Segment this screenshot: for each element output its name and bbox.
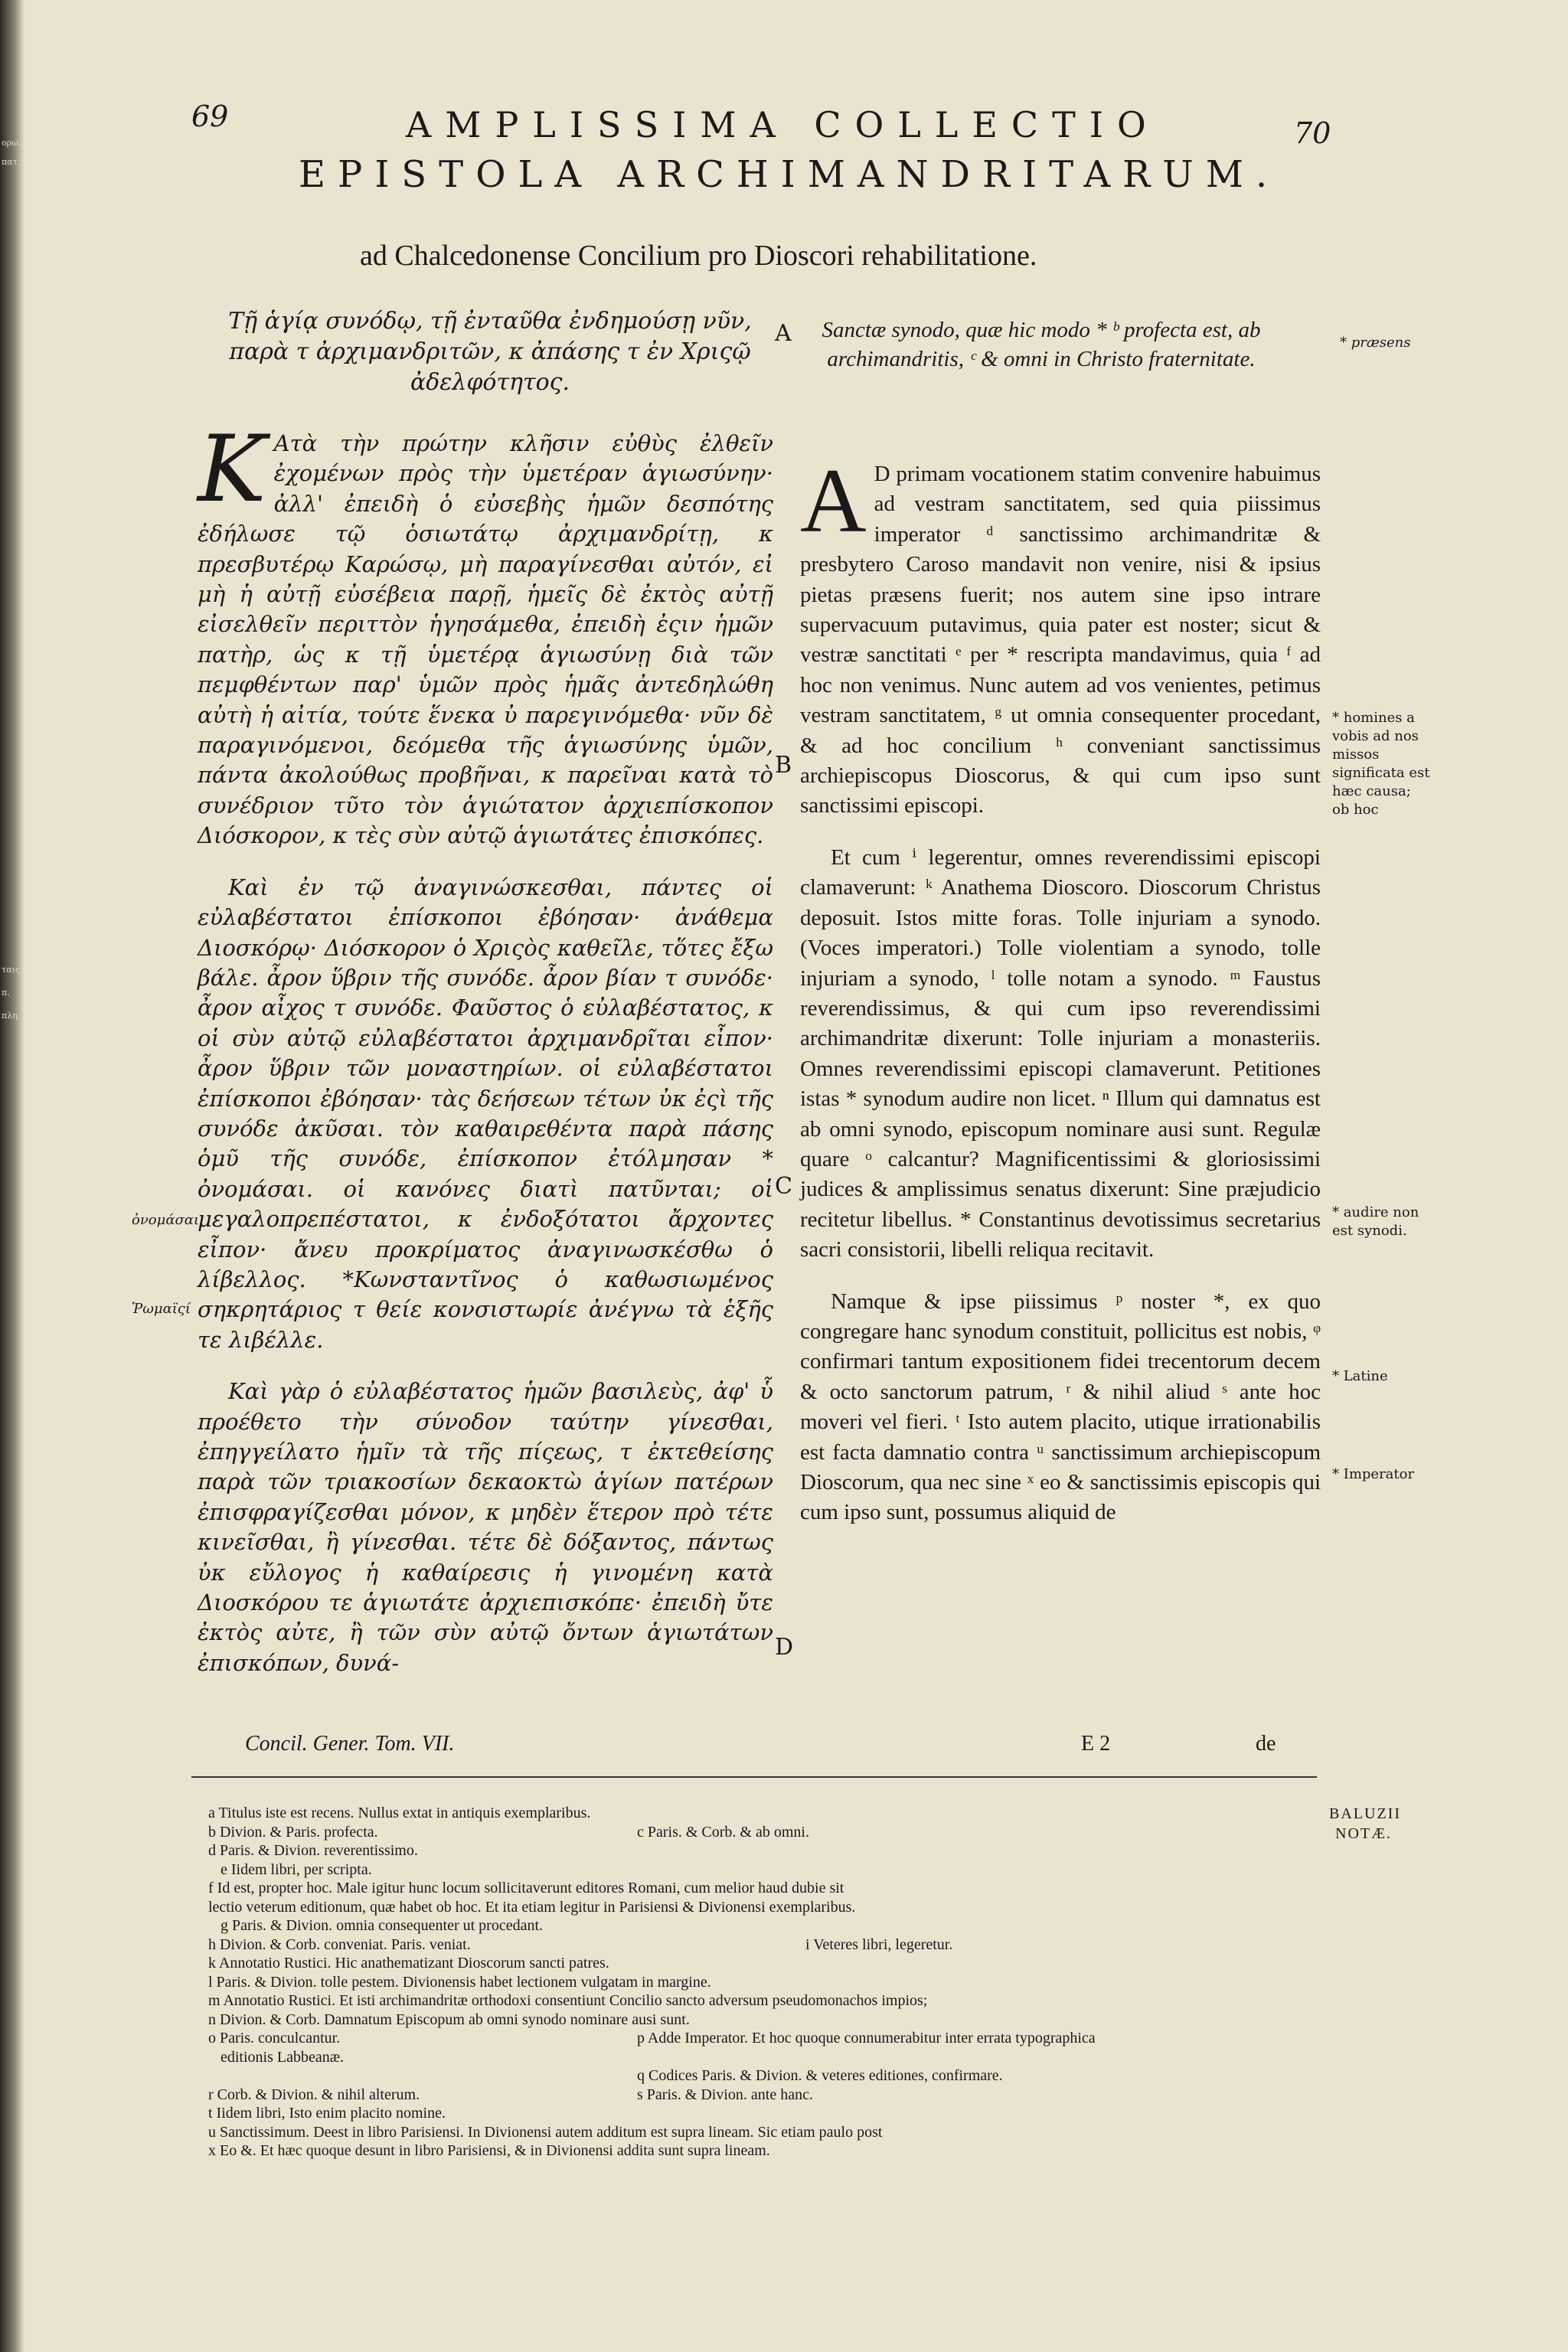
page-subtitle: ad Chalcedonense Concilium pro Dioscori rehabilitatione.: [360, 240, 1037, 272]
footnote: g Paris. & Divion. omnia consequenter ut procedant.: [220, 1917, 544, 1934]
margin-note-latine: * Latine: [1332, 1368, 1388, 1384]
margin-note-homines: * homines a vobis ad nos missos significata est hæc causa; ob hoc: [1332, 710, 1430, 818]
latin-paragraph-3: Namque & ipse piissimus ᵖ noster *, ex quo congregare hanc synodum constituit, pollicitus est nobis, ᵠ confirmari tantum expositionem fidei trecentorum decem & octo sanctorum patrum, ʳ & nihil aliud ˢ ante hoc moveri vel fieri. ᵗ Isto autem placito, utique irrationabilis est facta damnatio contra ᵘ sanctissimum archiepiscopum Dioscorum, qua nec sine ˣ eo & sanctissimis episcopis qui cum ipso sunt, possumus aliquid de: [800, 1289, 1321, 1525]
section-marker-a: A: [775, 320, 792, 347]
footnote: c Paris. & Corb. & ab omni.: [637, 1823, 809, 1841]
footnote: b Divion. & Paris. profecta.: [208, 1823, 378, 1841]
collection-title: AMPLISSIMA COLLECTIO: [406, 104, 1160, 145]
section-marker-b: B: [775, 752, 792, 779]
edge-note: πλη.: [2, 1011, 21, 1021]
footnote: s Paris. & Divion. ante hanc.: [637, 2086, 813, 2103]
footnote: e Iidem libri, per scripta.: [220, 1860, 372, 1878]
page-number-left: 69: [191, 100, 229, 133]
page-title: EPISTOLA ARCHIMANDRITARUM.: [299, 153, 1280, 196]
edge-note: π.: [2, 988, 10, 998]
margin-note-onomasai: ὀνομάσαι: [132, 1212, 199, 1228]
footnote: d Paris. & Divion. reverentissimo.: [208, 1842, 418, 1859]
edge-note: πατ.]: [2, 157, 24, 167]
section-marker-d: D: [775, 1634, 794, 1661]
greek-paragraph-3: Καὶ γὰρ ὁ εὐλαβέστατος ἡμῶν βασιλεὺς, ἀφ' ὗ προέθετο τὴν σύνοδον ταύτην γίνεσθαι, ἐπηγγείλατο ἡμῖν τὰ τῆς πίςεως, τ ἐκτεθείσης παρὰ τῶν τριακοσίων δεκαοκτὼ ἁγίων πατέρων ἐπισφραγίζεσθαι μόνον, κ μηδὲν ἕτερον πρὸ τέτε κινεῖσθαι, ἢ γίνεσθαι. τέτε δὲ δόξαντος, πάντως ὐκ εὔλογος ἡ καθαίρεσις ἡ γινομένη κατὰ Διοσκόρου τε ἁγιωτάτε ἀρχιεπισκόπε· ἐπειδὴ ὔτε ἐκτὸς αὐτε, ἢ τῶν σὺν αὐτῷ ὄντων ἁγιωτάτων ἐπισκόπων, δυνά-: [198, 1378, 773, 1676]
footnote: m Annotatio Rustici. Et isti archimandritæ orthodoxi consentiunt Concilio sancto adversum pseudomonachos impios;: [208, 1992, 928, 2009]
greek-paragraph-2: Καὶ ἐν τῷ ἀναγινώσκεσθαι, πάντες οἱ εὐλαβέστατοι ἐπίσκοποι ἐβόησαν· ἀνάθεμα Διοσκόρῳ· Διόσκορον ὁ Χριςὸς καθεῖλε, τὅτες ἔξω βάλε. ἆρον ὕβριν τῆς συνόδε. ἆρον βίαν τ συνόδε· ἆρον αἶχος τ συνόδε. Φαῦστος ὁ εὐλαβέστατος, κ οἱ σὺν αὐτῷ εὐλαβέστατοι ἀρχιμανδρῖται εἶπον· ἆρον ὕβριν τῶν μοναστηρίων. οἱ εὐλαβέστατοι ἐπίσκοποι ἐβόησαν· τὰς δεήσεων τέτων ὐκ ἐςὶ τῆς συνόδε ἀκῦσαι. τὸν καθαιρεθέντα παρὰ πάσης ὁμῦ τῆς συνόδε, ἐπίσκοπον ἐτόλμησαν * ὀνομάσαι. οἱ κανόνες διατὶ πατῦνται; οἱ μεγαλοπρεπέστατοι, κ ἐνδοξότατοι ἄρχοντες εἶπον· ἄνευ προκρίματος ἀναγινωσκέσθω ὁ λίβελλος. *Κωνσταντῖνος ὁ καθωσιωμένος σηκρητάριος τ θείε κονσιστωρίε ἀνέγνω τὰ ἑξῆς τε λιβέλλε.: [198, 874, 773, 1353]
page-number-right: 70: [1294, 116, 1331, 150]
running-header: [191, 100, 1331, 150]
footnote: editionis Labbeanæ.: [220, 2048, 345, 2066]
margin-note-romaisti: Ῥωμαϊςί: [132, 1301, 191, 1317]
footnote: t Iidem libri, Isto enim placito nomine.: [208, 2105, 446, 2122]
section-marker-c: C: [775, 1173, 792, 1200]
latin-column: [800, 449, 1321, 1528]
margin-note-praesens: * præsens: [1340, 335, 1411, 351]
signature-mark: E 2: [1081, 1732, 1111, 1756]
page-edge: [0, 0, 24, 2352]
footnote: x Eo &. Et hæc quoque desunt in libro Parisiensi, & in Divionensi addita sunt supra lineam.: [208, 2142, 770, 2159]
footnote: r Corb. & Divion. & nihil alterum.: [208, 2086, 420, 2103]
latin-dropcap: A: [800, 449, 867, 551]
margin-note-audire: * audire non est synodi.: [1332, 1204, 1419, 1239]
greek-column: [198, 416, 773, 1678]
footnote: p Adde Imperator. Et hoc quoque connumerabitur inter errata typographica: [637, 2030, 1096, 2047]
footnote: i Veteres libri, legeretur.: [805, 1936, 953, 1953]
signature-text: Concil. Gener. Tom. VII.: [245, 1732, 455, 1756]
latin-address: Sanctæ synodo, quæ hic modo * ᵇ profecta est, ab archimandritis, ᶜ & omni in Christo fraternitate.: [822, 318, 1261, 371]
footnote: f Id est, propter hoc. Male igitur hunc locum sollicitaverunt editores Romani, cum melior haud dubie sit: [208, 1880, 844, 1896]
footnote: l Paris. & Divion. tolle pestem. Divionensis habet lectionem vulgatam in margine.: [208, 1973, 711, 1991]
footnote: q Codices Paris. & Divion. & veteres editiones, confirmare.: [637, 2067, 1003, 2084]
footnotes: [208, 1804, 1326, 2161]
greek-address: Τῇ ἁγίᾳ συνόδῳ, τῇ ἐνταῦθα ἐνδημούσῃ νῦν, παρὰ τ ἀρχιμανδριτῶν, κ ἀπάσης τ ἐν Χριςῷ ἀδελφότητος.: [228, 308, 752, 396]
latin-paragraph-1: D primam vocationem statim convenire habuimus ad vestram sanctitatem, sed quia piissimus imperator ᵈ sanctissimo archimandritæ & presbytero Caroso mandavit non venire, nisi & ipsius pietas præsens fuerit; nos autem sine ipso intrare supervacuum putavimus, quia pater est noster; sicut & vestræ sanctitati ᵉ per * rescripta mandavimus, quia ᶠ ad hoc non venimus. Nunc autem ad vos venientes, petimus vestram sanctitatem, ᵍ ut omnia consequenter procedant, & ad hoc concilium ʰ conveniant sanctissimus archiepiscopus Dioscorus, & qui cum ipso sunt sanctissimi episcopi.: [800, 462, 1321, 818]
footnote: h Divion. & Corb. conveniat. Paris. veniat.: [208, 1936, 471, 1953]
latin-paragraph-2: Et cum ⁱ legerentur, omnes reverendissimi episcopi clamaverunt: ᵏ Anathema Dioscoro. Dioscorum Christus deposuit. Istos mitte foras. Tolle injuriam a synodo. (Voces imperatori.) Tolle violentiam a synodo, tolle injuriam a synodo, ˡ tolle notam a synodo. ᵐ Faustus reverendissimus, & qui cum ipso reverendissimi archimandritæ dixerunt: Tolle injuriam a monasteriis. Omnes reverendissimi episcopi clamaverunt. Petitiones istas * synodum audire non licet. ⁿ Illum qui damnatus est ab omni synodo, episcopum nominare ausi sunt. Regulæ quare ᵒ calcantur? Magnificentissimi & gloriosissimi judices & amplissimus senatus dixerunt: Sine præjudicio recitetur libellus. * Constantinus devotissimus secretarius sacri consistorii, libelli reliqua recitavit.: [800, 844, 1321, 1263]
footnote: n Divion. & Corb. Damnatum Episcopum ab omni synodo nominare ausi sunt.: [208, 2011, 690, 2028]
footnotes-label: BALUZII NOTÆ.: [1329, 1805, 1401, 1842]
footnote: lectio veterum editionum, quæ habet ob hoc. Et ita etiam legitur in Parisiensi & Divionensi exemplaribus.: [208, 1898, 856, 1916]
footnote: u Sanctissimum. Deest in libro Parisiensi. In Divionensi autem additum est supra lineam. Sic etiam paulo post: [208, 2123, 883, 2141]
greek-paragraph-1: Ατὰ τὴν πρώτην κλῆσιν εὐθὺς ἐλθεῖν ἐχομένων πρὸς τὴν ὑμετέραν ἁγιωσύνην· ἀλλ' ἐπειδὴ ὁ εὐσεβὴς ἡμῶν δεσπότης ἐδήλωσε τῷ ὁσιωτάτῳ ἀρχιμανδρίτῃ, κ πρεσβυτέρῳ Καρώσῳ, μὴ παραγίνεσθαι αὐτόν, εἰ μὴ ἡ αὐτῇ εὐσέβεια παρῇ, ἡμεῖς δὲ ἐκτὸς αὐτῇ εἰσελθεῖν περιττὸν ἡγησάμεθα, ἐπειδὴ ἐςιν ἡμῶν πατὴρ, ὡς κ τῇ ὑμετέρᾳ ἁγιωσύνῃ διὰ τῶν πεμφθέντων παρ' ὑμῶν πρὸς ἡμᾶς ἀντεδηλώθη αὐτὴ ἡ αἰτία, τούτε ἕνεκα ὐ παρεγινόμεθα· νῦν δὲ παραγινόμενοι, δεόμεθα τῆς ἁγιωσύνης ὑμῶν, πάντα ἀκολούθως προβῆναι, κ παρεῖναι κατὰ τὸ συνέδριον τῦτο τὸν ἁγιώτατον ἀρχιεπίσκοπον Διόσκορον, κ τὲς σὺν αὐτῷ ἁγιωτάτες ἐπισκόπες.: [198, 430, 773, 849]
footnote: o Paris. conculcantur.: [208, 2030, 341, 2047]
footnote: a Titulus iste est recens. Nullus extat in antiquis exemplaribus.: [208, 1805, 591, 1821]
margin-note-imperator: * Imperator: [1332, 1466, 1415, 1482]
edge-note: ταις: [2, 965, 20, 975]
catchword: de: [1256, 1732, 1276, 1756]
footnote-rule: [191, 1776, 1317, 1778]
footnote: k Annotatio Rustici. Hic anathematizant Dioscorum sancti patres.: [208, 1955, 609, 1971]
greek-dropcap: K: [198, 416, 266, 523]
edge-note: ορω.: [2, 138, 21, 148]
